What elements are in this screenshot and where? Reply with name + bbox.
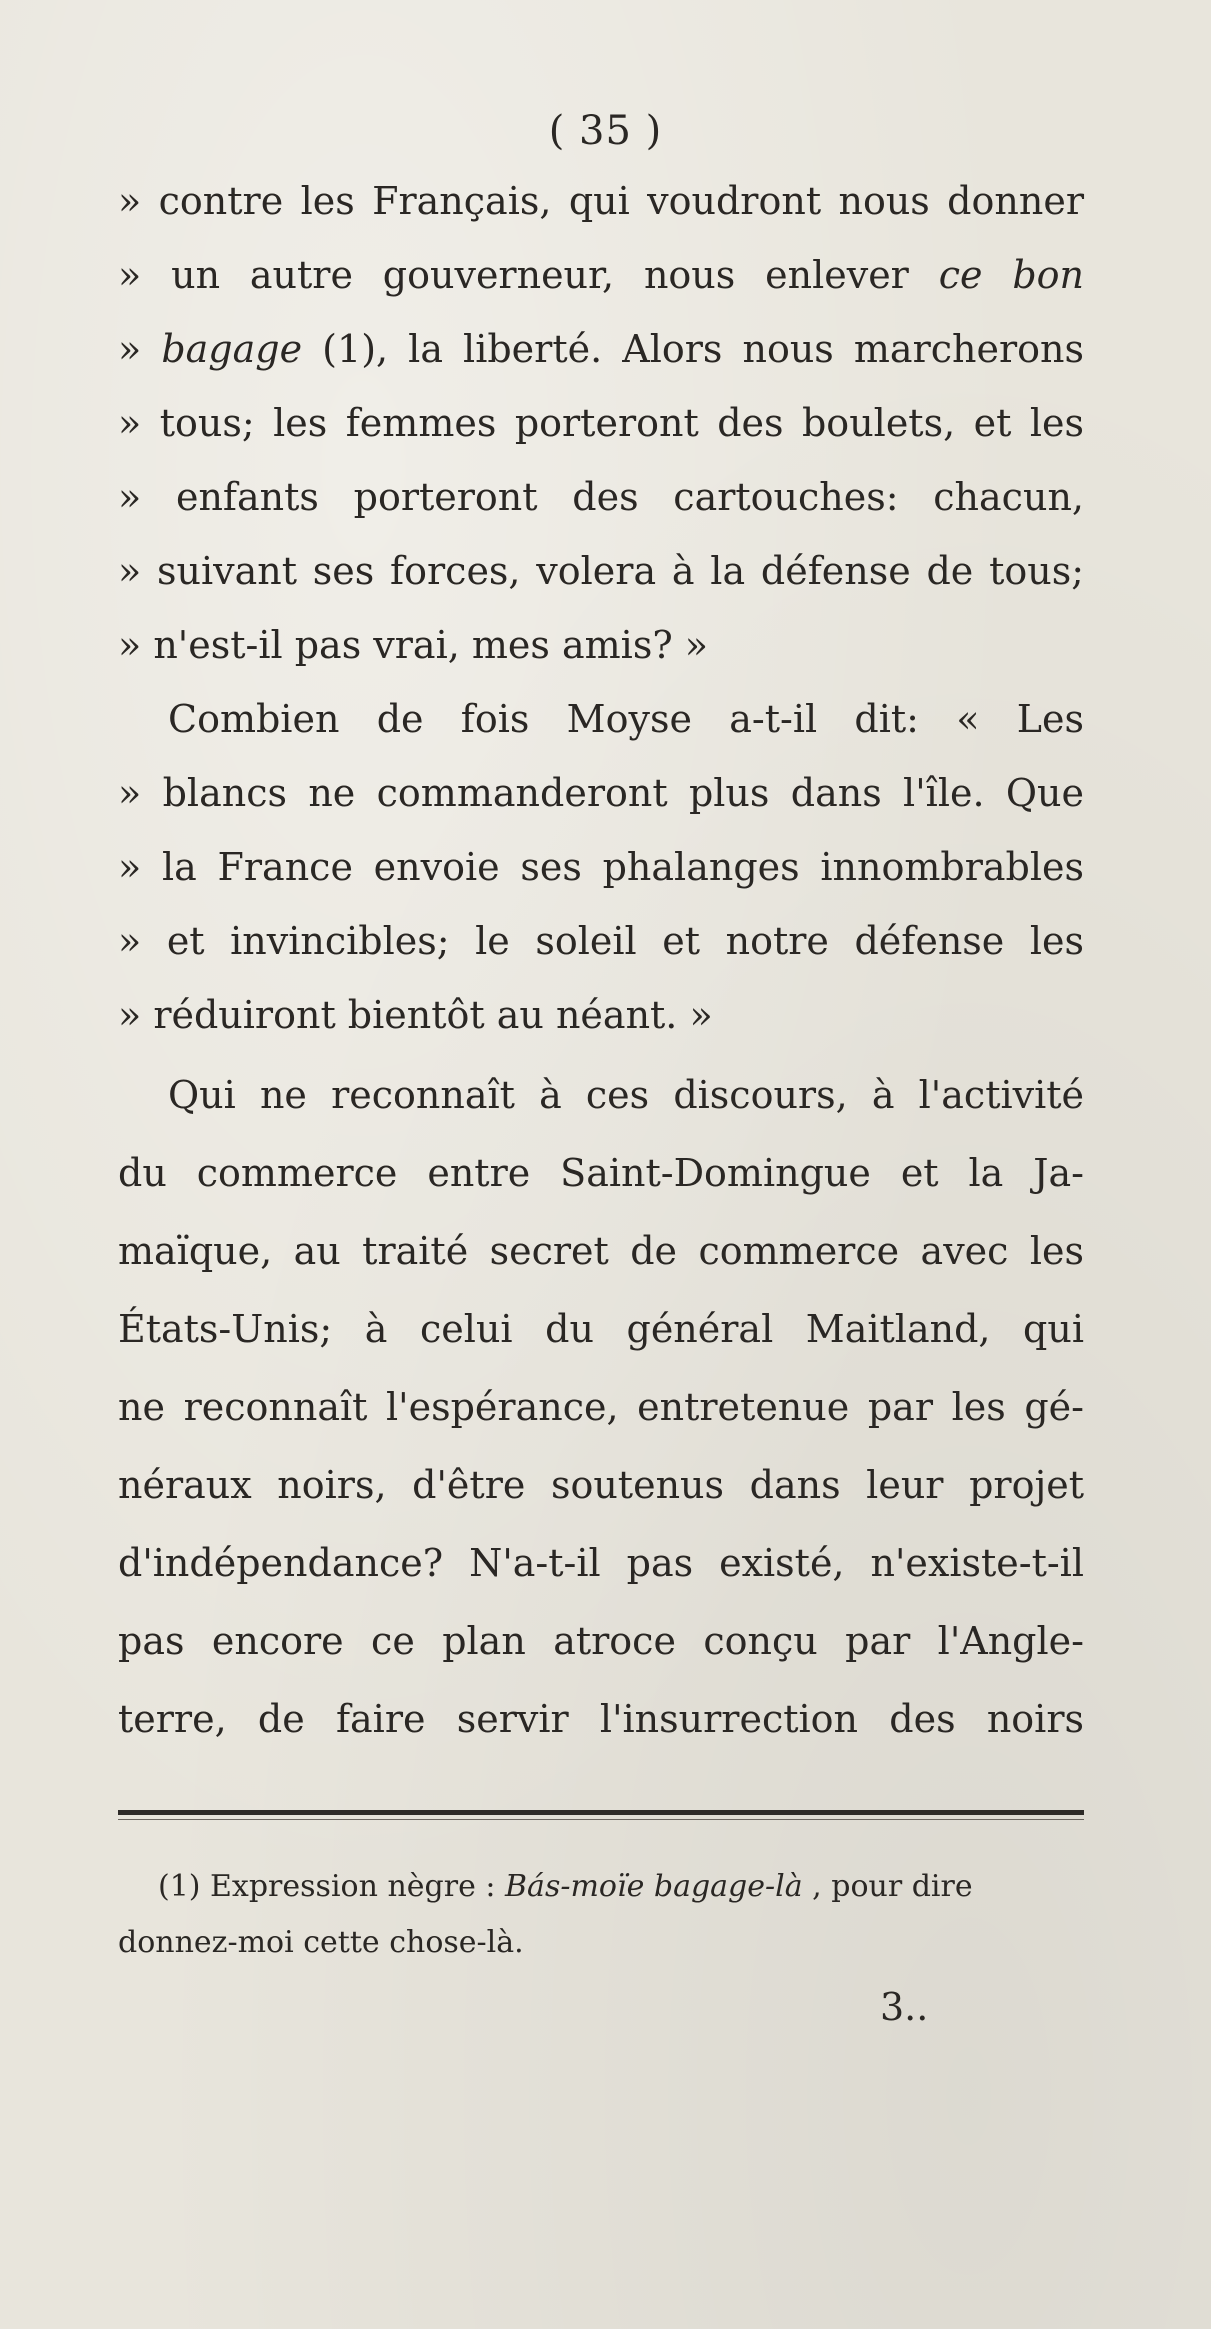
text-line-italic: ce bon: [938, 253, 1084, 297]
text-line: [118, 174, 1084, 228]
text-line: [118, 1146, 1084, 1200]
text-line: [118, 914, 1084, 968]
text-line-main: ne reconnaît l'espérance, entretenue par les gé-: [118, 1385, 1084, 1429]
footnote-tail: , pour dire: [802, 1869, 973, 1904]
text-line-main: » tous; les femmes porteront des boulets, et les: [118, 401, 1084, 445]
text-line: [168, 1068, 1084, 1122]
signature-mark: 3..: [880, 1985, 929, 2029]
text-line-italic: bagage: [161, 327, 303, 371]
text-line-main: » réduiront bientôt au néant. »: [118, 993, 713, 1037]
text-line-main: d'indépendance? N'a-t-il pas existé, n'existe-t-il: [118, 1541, 1084, 1585]
text-line-main: » suivant ses forces, volera à la défense de tous;: [118, 549, 1084, 593]
text-line-main: du commerce entre Saint-Domingue et la Ja-: [118, 1151, 1084, 1195]
text-line-main: terre, de faire servir l'insurrection des noirs: [118, 1697, 1084, 1741]
text-line-main: maïque, au traité secret de commerce avec les: [118, 1229, 1084, 1273]
text-line-main: » la France envoie ses phalanges innombrables: [118, 845, 1084, 889]
text-line-main: » et invincibles; le soleil et notre défense les: [118, 919, 1084, 963]
text-line: [118, 1224, 1084, 1278]
text-line: [118, 1302, 1084, 1356]
text-line: [118, 840, 1084, 894]
text-line-main: Combien de fois Moyse a-t-il dit: « Les: [168, 697, 1084, 741]
text-line-tail: (1), la liberté. Alors nous marcherons: [302, 327, 1084, 371]
text-line: [118, 1614, 1084, 1668]
footnote-text: donnez-moi cette chose-là.: [118, 1925, 524, 1960]
text-line-main: » contre les Français, qui voudront nous donner: [118, 179, 1084, 223]
text-line: [118, 618, 708, 672]
text-line: [118, 322, 1084, 376]
text-line: [168, 692, 1084, 746]
text-line: [118, 470, 1084, 524]
footnote-rule-thin: [118, 1819, 1084, 1820]
text-line-main: néraux noirs, d'être soutenus dans leur projet: [118, 1463, 1084, 1507]
text-line-main: pas encore ce plan atroce conçu par l'Angle-: [118, 1619, 1084, 1663]
text-line: [118, 248, 1084, 302]
text-line-main: »: [118, 327, 162, 371]
footnote-italic: Bás-moïe bagage-là: [505, 1869, 803, 1904]
footnote-line: [158, 1865, 973, 1909]
text-line-main: » enfants porteront des cartouches: chacun,: [118, 475, 1084, 519]
footnote-rule: [118, 1810, 1084, 1815]
footnote-text: (1) Expression nègre :: [158, 1869, 506, 1904]
text-line-main: États-Unis; à celui du général Maitland, qui: [118, 1307, 1084, 1351]
text-line-main: » un autre gouverneur, nous enlever: [118, 253, 939, 297]
text-line: [118, 396, 1084, 450]
text-line: [118, 988, 713, 1042]
text-line: [118, 1692, 1084, 1746]
text-line: [118, 1458, 1084, 1512]
text-line-main: Qui ne reconnaît à ces discours, à l'activité: [168, 1073, 1084, 1117]
footnote-line: [118, 1921, 524, 1965]
text-line: [118, 766, 1084, 820]
text-line: [118, 1380, 1084, 1434]
text-line: [118, 1536, 1084, 1590]
text-line-main: » n'est-il pas vrai, mes amis? »: [118, 623, 709, 667]
page-number: ( 35 ): [548, 108, 663, 154]
text-line-main: » blancs ne commanderont plus dans l'île. Que: [118, 771, 1084, 815]
text-line: [118, 544, 1084, 598]
